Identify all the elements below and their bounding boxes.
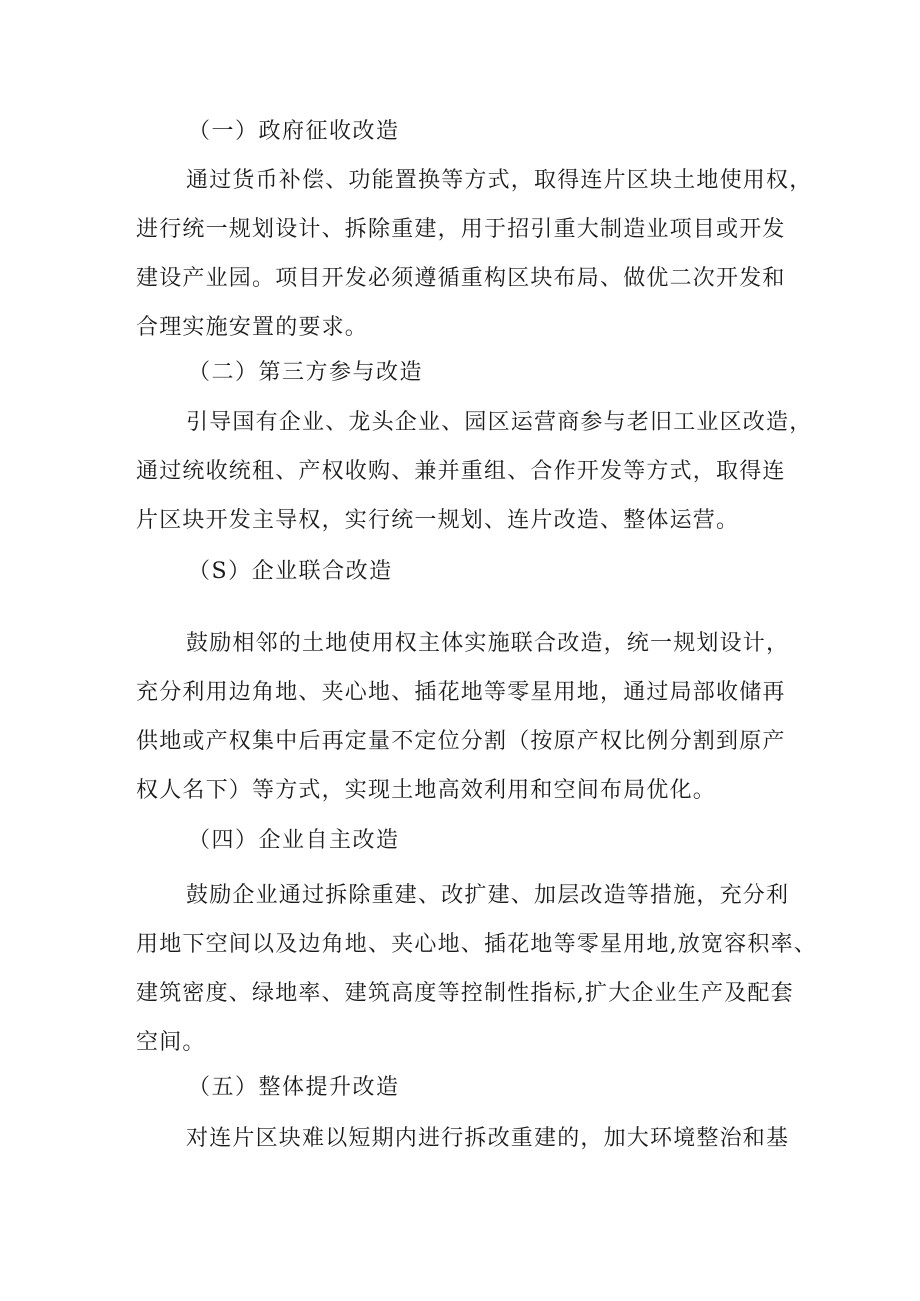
paragraph-line: 通过货币补偿、功能置换等方式，取得连片区块土地使用权， (186, 168, 813, 193)
paragraph-line: 建设产业园。项目开发必须遵循重构区块布局、做优二次开发和 (136, 266, 786, 291)
paragraph-line: 片区块开发主导权，实行统一规划、连片改造、整体运营。 (136, 508, 740, 533)
paragraph-line: 对连片区块难以短期内进行拆改重建的，加大环境整治和基 (186, 1126, 790, 1151)
paragraph-line: 鼓励企业通过拆除重建、改扩建、加层改造等措施，充分利 (186, 883, 790, 908)
paragraph-line: 引导国有企业、龙头企业、园区运营商参与老旧工业区改造， (186, 410, 813, 435)
paragraph-line: 进行统一规划设计、拆除重建，用于招引重大制造业项目或开发 (136, 217, 786, 242)
paragraph-line: 充分利用边角地、夹心地、插花地等零星用地，通过局部收储再 (136, 680, 786, 705)
paragraph-line: 权人名下）等方式，实现土地高效利用和空间布局优化。 (136, 778, 717, 803)
paragraph-line: 空间。 (136, 1030, 206, 1055)
paragraph-line: 合理实施安置的要求。 (136, 315, 369, 340)
section-heading-1: （一）政府征收改造 (188, 119, 400, 144)
paragraph-line: 建筑密度、绿地率、建筑高度等控制性指标,扩大企业生产及配套 (136, 981, 794, 1006)
section-heading-4: （四）企业自主改造 (188, 828, 400, 853)
paragraph-line: 通过统收统租、产权收购、兼并重组、合作开发等方式，取得连 (136, 459, 786, 484)
paragraph-line: 鼓励相邻的土地使用权主体实施联合改造，统一规划设计， (186, 631, 790, 656)
paragraph-line: 供地或产权集中后再定量不定位分割（按原产权比例分割到原产 (136, 729, 786, 754)
section-heading-2: （二）第三方参与改造 (188, 360, 424, 385)
paragraph-line: 用地下空间以及边角地、夹心地、插花地等零星用地,放宽容积率、 (136, 932, 817, 957)
section-heading-3: （S）企业联合改造 (188, 559, 393, 584)
section-heading-5: （五）整体提升改造 (188, 1075, 400, 1100)
